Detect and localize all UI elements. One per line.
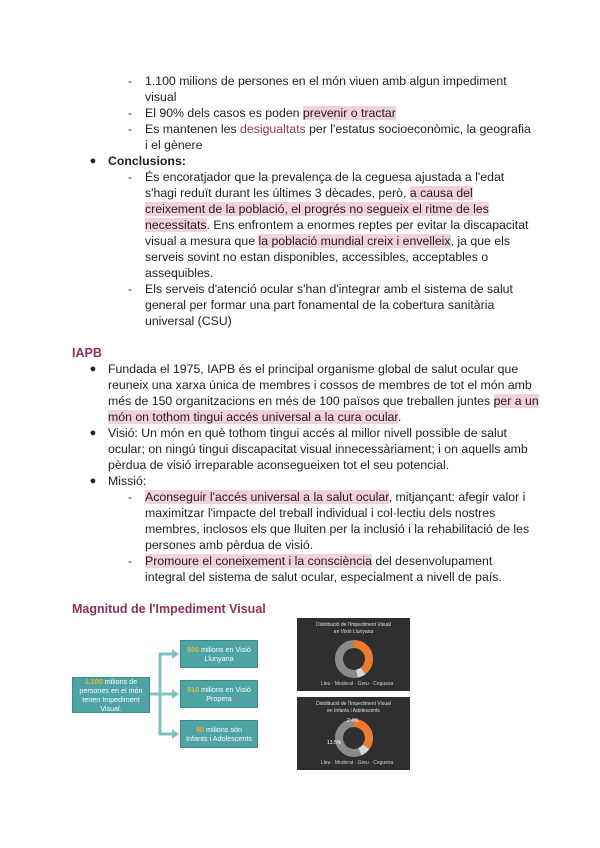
iapb-heading: IAPB	[72, 346, 102, 360]
conclusion-text: necessitats. Ens enfrontem a enormes reptes per evitar la discapacitat	[145, 218, 529, 232]
magnitud-heading: Magnitud de l'Impediment Visual	[72, 602, 266, 616]
list-item: 1.100 milions de persones en el món viuen amb algun impediment	[145, 74, 507, 88]
chart-far-vision: Distribució de l'Impediment Visual en Visió Llunyana Lleu · Moderat · Greu · Ceguesa	[297, 618, 410, 691]
mission-text: Promoure el coneixement i la consciència del desenvolupament	[145, 554, 493, 568]
stat-box-children: 90 milions són Infants i Adolescents	[180, 720, 258, 748]
list-item: El 90% dels casos es poden prevenir o tractar	[145, 106, 396, 120]
bullet-marker: ●	[89, 155, 97, 167]
conclusion-text: És encoratjador que la prevalença de la ceguesa ajustada a l'edat	[145, 170, 505, 184]
dash-marker: -	[127, 122, 133, 136]
conclusion-text: creixement de la població, el progrés no segueix el ritme de les	[145, 202, 489, 216]
mission-text: maximitzar l'impacte del treball individual i col·lectiu dels nostres	[145, 506, 496, 520]
donut-segment-light	[357, 671, 363, 674]
dash-marker: -	[127, 282, 133, 296]
conclusion-text: serveis sovint no estan disponibles, accessibles, acceptables o	[145, 250, 489, 264]
mission-text: persones amb pèrdua de visió.	[145, 538, 314, 552]
conclusions-label: Conclusions:	[108, 154, 186, 168]
donut-segment-orange	[354, 723, 369, 747]
main-stat-box: 1.100 milions de persones en el món tenen Impediment Visual.	[72, 677, 150, 713]
iapb-text: món on tothom tingui accés universal a la cura ocular.	[108, 410, 402, 424]
stat-box-near-vision: 510 milions en Visió Propera	[180, 680, 258, 708]
iapb-text: ocular; on ningú tingui discapacitat visual innecessàriament; i on aquells amb	[108, 442, 528, 456]
conclusion-text: universal (CSU)	[145, 314, 232, 328]
dash-marker: -	[127, 170, 133, 184]
dash-marker: -	[127, 490, 133, 504]
mission-text: Aconseguir l'accés universal a la salut ocular, mitjançant: afegir valor i	[145, 490, 526, 504]
list-item: Es mantenen les desigualtats per l'estatus socioeconòmic, la geografia	[145, 122, 531, 136]
dash-marker: -	[127, 554, 133, 568]
donut-segment-light	[360, 747, 366, 752]
iapb-text: reuneix una xarxa única de membres i cossos de membres de tot el món amb	[108, 378, 532, 392]
bullet-marker: ●	[89, 363, 97, 375]
list-item-cont: visual	[145, 90, 177, 104]
iapb-text: més de 150 organitzacions en més de 100 països que treballen juntes per a un	[108, 394, 539, 408]
mission-text: membres, inclosos els que lluiten per la inclusió i la rehabilitació de les	[145, 522, 530, 536]
stat-box-far-vision: 800 milions en Visió Llunyana	[180, 640, 258, 668]
conclusion-text: general per formar una part fonamental de la cobertura sanitària	[145, 298, 495, 312]
dash-marker: -	[127, 74, 133, 88]
iapb-text: Visió: Un món en què tothom tingui accés al millor nivell possible de salut	[108, 426, 507, 440]
mission-text: integral del sistema de salut ocular, especialment a nivell de país.	[145, 570, 502, 584]
conclusion-text: s'hagi reduït durant les últimes 3 dècades, però, a causa del	[145, 186, 473, 200]
donut-chart	[333, 638, 375, 680]
conclusion-text: assequibles.	[145, 266, 214, 280]
bullet-marker: ●	[89, 475, 97, 487]
list-item-cont: i el gènere	[145, 138, 203, 152]
mission-label: Missió:	[108, 474, 147, 488]
conclusion-text: visual a mesura que la població mundial creix i envelleix, ja que els	[145, 234, 511, 248]
bullet-marker: ●	[89, 427, 97, 439]
conclusion-text: Els serveis d'atenció ocular s'han d'integrar amb el sistema de salut	[145, 282, 513, 296]
donut-segment-orange	[354, 644, 369, 671]
dash-marker: -	[127, 106, 133, 120]
chart-children: Distribució de l'Impediment Visual en Infants i Adolescents 2.4% 13.5% Lleu · Moderat · Greu · Ceguesa	[297, 697, 410, 770]
diagram-connectors	[150, 640, 180, 750]
iapb-text: pèrdua de visió irreparable aconsegueixen tot el seu potencial.	[108, 458, 450, 472]
iapb-text: Fundada el 1975, IAPB és el principal organisme global de salut ocular que	[108, 362, 519, 376]
